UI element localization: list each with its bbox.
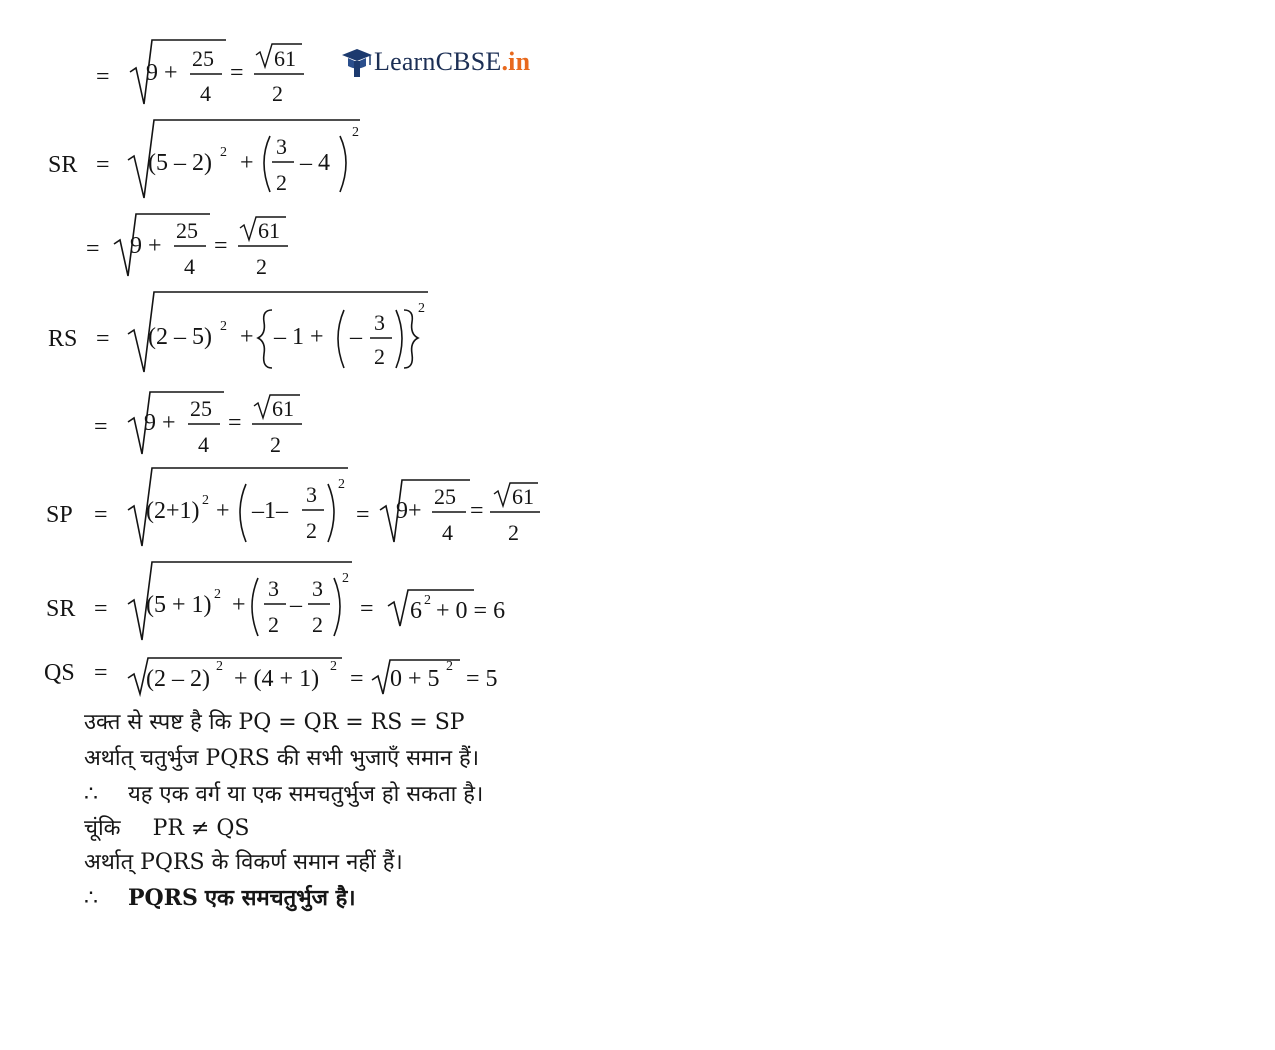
conclusion-final-text: एक समचतुर्भुज है।: [204, 885, 356, 911]
equation-row-4: [48, 292, 428, 372]
svg-text:=: =: [230, 60, 244, 86]
svg-text:=: =: [94, 596, 108, 622]
svg-text:(2+1): (2+1): [146, 498, 200, 524]
learncbse-logo: [340, 44, 530, 80]
svg-text:2: 2: [270, 432, 281, 457]
svg-text:–: –: [350, 324, 362, 350]
svg-text:3: 3: [312, 576, 323, 601]
conclusion-line-1-text: उक्त से स्पष्ट है कि PQ = QR = RS = SP: [84, 710, 465, 735]
svg-text:9 +: 9 +: [130, 233, 162, 259]
svg-text:3: 3: [268, 576, 279, 601]
svg-text:25: 25: [176, 218, 198, 243]
svg-text:2: 2: [306, 518, 317, 543]
svg-text:(2 – 5): (2 – 5): [148, 324, 212, 350]
svg-text:2: 2: [338, 477, 345, 492]
conclusion-line-5: [84, 846, 403, 876]
svg-text:3: 3: [306, 482, 317, 507]
logo-name: Learn: [374, 47, 436, 76]
svg-text:9 +: 9 +: [144, 410, 176, 436]
svg-text:2: 2: [446, 659, 453, 674]
svg-text:6: 6: [410, 598, 422, 624]
svg-text:2: 2: [374, 344, 385, 369]
svg-text:2: 2: [268, 612, 279, 637]
svg-text:– 4: – 4: [300, 150, 330, 176]
conclusion-line-1: [84, 706, 465, 736]
svg-text:=: =: [96, 64, 110, 90]
svg-text:(2 – 2): (2 – 2): [146, 666, 210, 692]
equation-row-1: [96, 40, 304, 106]
svg-text:3: 3: [374, 310, 385, 335]
svg-text:SP: SP: [46, 502, 73, 528]
svg-text:=: =: [96, 326, 110, 352]
svg-text:2: 2: [352, 125, 359, 140]
logo-tld: .in: [501, 47, 531, 76]
conclusion-final-subject: PQRS: [128, 885, 198, 911]
svg-text:=: =: [356, 502, 370, 528]
svg-text:2: 2: [330, 659, 337, 674]
svg-text:61: 61: [272, 396, 294, 421]
equation-row-7: [46, 562, 505, 640]
svg-text:=: =: [96, 152, 110, 178]
equation-row-6: [46, 468, 540, 546]
conclusion-line-3-text: यह एक वर्ग या एक समचतुर्भुज हो सकता है।: [128, 782, 484, 807]
svg-text:2: 2: [216, 659, 223, 674]
svg-text:=: =: [94, 414, 108, 440]
svg-text:=: =: [470, 498, 484, 524]
svg-text:61: 61: [512, 484, 534, 509]
svg-text:2: 2: [202, 493, 209, 508]
svg-text:RS: RS: [48, 326, 78, 352]
conclusion-line-2: [84, 742, 479, 772]
conclusion-line-6: [84, 882, 356, 912]
svg-text:4: 4: [200, 81, 211, 106]
svg-text:2: 2: [214, 587, 221, 602]
math-working: [0, 0, 560, 700]
svg-text:=: =: [86, 236, 100, 262]
conclusion-line-4: [84, 812, 249, 842]
svg-text:=: =: [94, 660, 108, 686]
svg-text:+: +: [240, 324, 254, 350]
svg-text:4: 4: [442, 520, 453, 545]
conclusion-line-2-text: अर्थात् चतुर्भुज PQRS की सभी भुजाएँ समान हैं।: [84, 746, 480, 771]
svg-text:2: 2: [220, 145, 227, 160]
svg-text:+ (4 + 1): + (4 + 1): [234, 666, 320, 692]
svg-text:9 +: 9 +: [146, 60, 178, 86]
svg-text:2: 2: [424, 593, 431, 608]
graduation-cap-icon: [340, 45, 374, 79]
svg-text:25: 25: [190, 396, 212, 421]
svg-text:(5 + 1): (5 + 1): [146, 592, 212, 618]
svg-text:SR: SR: [46, 596, 76, 622]
therefore-symbol-final: ∴: [84, 886, 98, 911]
svg-text:+: +: [216, 498, 230, 524]
svg-text:2: 2: [220, 319, 227, 334]
svg-text:=: =: [228, 410, 242, 436]
conclusion-line-5-text: अर्थात् PQRS के विकर्ण समान नहीं हैं।: [84, 850, 403, 875]
svg-text:0 + 5: 0 + 5: [390, 666, 440, 692]
svg-text:61: 61: [274, 46, 296, 71]
svg-text:9+: 9+: [396, 498, 422, 524]
svg-text:2: 2: [342, 571, 349, 586]
logo-brand: CBSE: [435, 47, 502, 76]
logo-wordmark: [374, 47, 530, 77]
svg-text:2: 2: [276, 170, 287, 195]
svg-text:(5 – 2): (5 – 2): [148, 150, 212, 176]
svg-text:2: 2: [508, 520, 519, 545]
svg-text:QS: QS: [44, 660, 75, 686]
conclusion-line-3: [84, 778, 483, 808]
svg-text:=: =: [214, 233, 228, 259]
svg-text:+: +: [232, 592, 246, 618]
svg-text:4: 4: [184, 254, 195, 279]
svg-text:=: =: [350, 666, 364, 692]
equation-row-5: [94, 392, 302, 457]
svg-text:= 5: = 5: [466, 666, 498, 692]
conclusion-line-4-expr: PR ≠ QS: [152, 816, 250, 841]
svg-text:=: =: [360, 596, 374, 622]
svg-text:– 1 +: – 1 +: [274, 324, 324, 350]
conclusion-line-4-word: चूंकि: [84, 816, 121, 841]
svg-text:–1–: –1–: [252, 498, 288, 524]
svg-text:25: 25: [434, 484, 456, 509]
svg-text:2: 2: [256, 254, 267, 279]
svg-text:=: =: [94, 502, 108, 528]
svg-text:2: 2: [272, 81, 283, 106]
svg-text:61: 61: [258, 218, 280, 243]
svg-text:25: 25: [192, 46, 214, 71]
equation-row-8: [44, 658, 498, 694]
svg-text:3: 3: [276, 134, 287, 159]
svg-text:2: 2: [418, 301, 425, 316]
equation-row-2: [48, 120, 360, 198]
svg-text:–: –: [290, 592, 302, 618]
svg-text:+ 0 = 6: + 0 = 6: [436, 598, 506, 624]
equation-row-3: [86, 214, 288, 279]
svg-text:4: 4: [198, 432, 209, 457]
svg-text:+: +: [240, 150, 254, 176]
svg-text:2: 2: [312, 612, 323, 637]
svg-text:SR: SR: [48, 152, 78, 178]
therefore-symbol: ∴: [84, 782, 98, 807]
